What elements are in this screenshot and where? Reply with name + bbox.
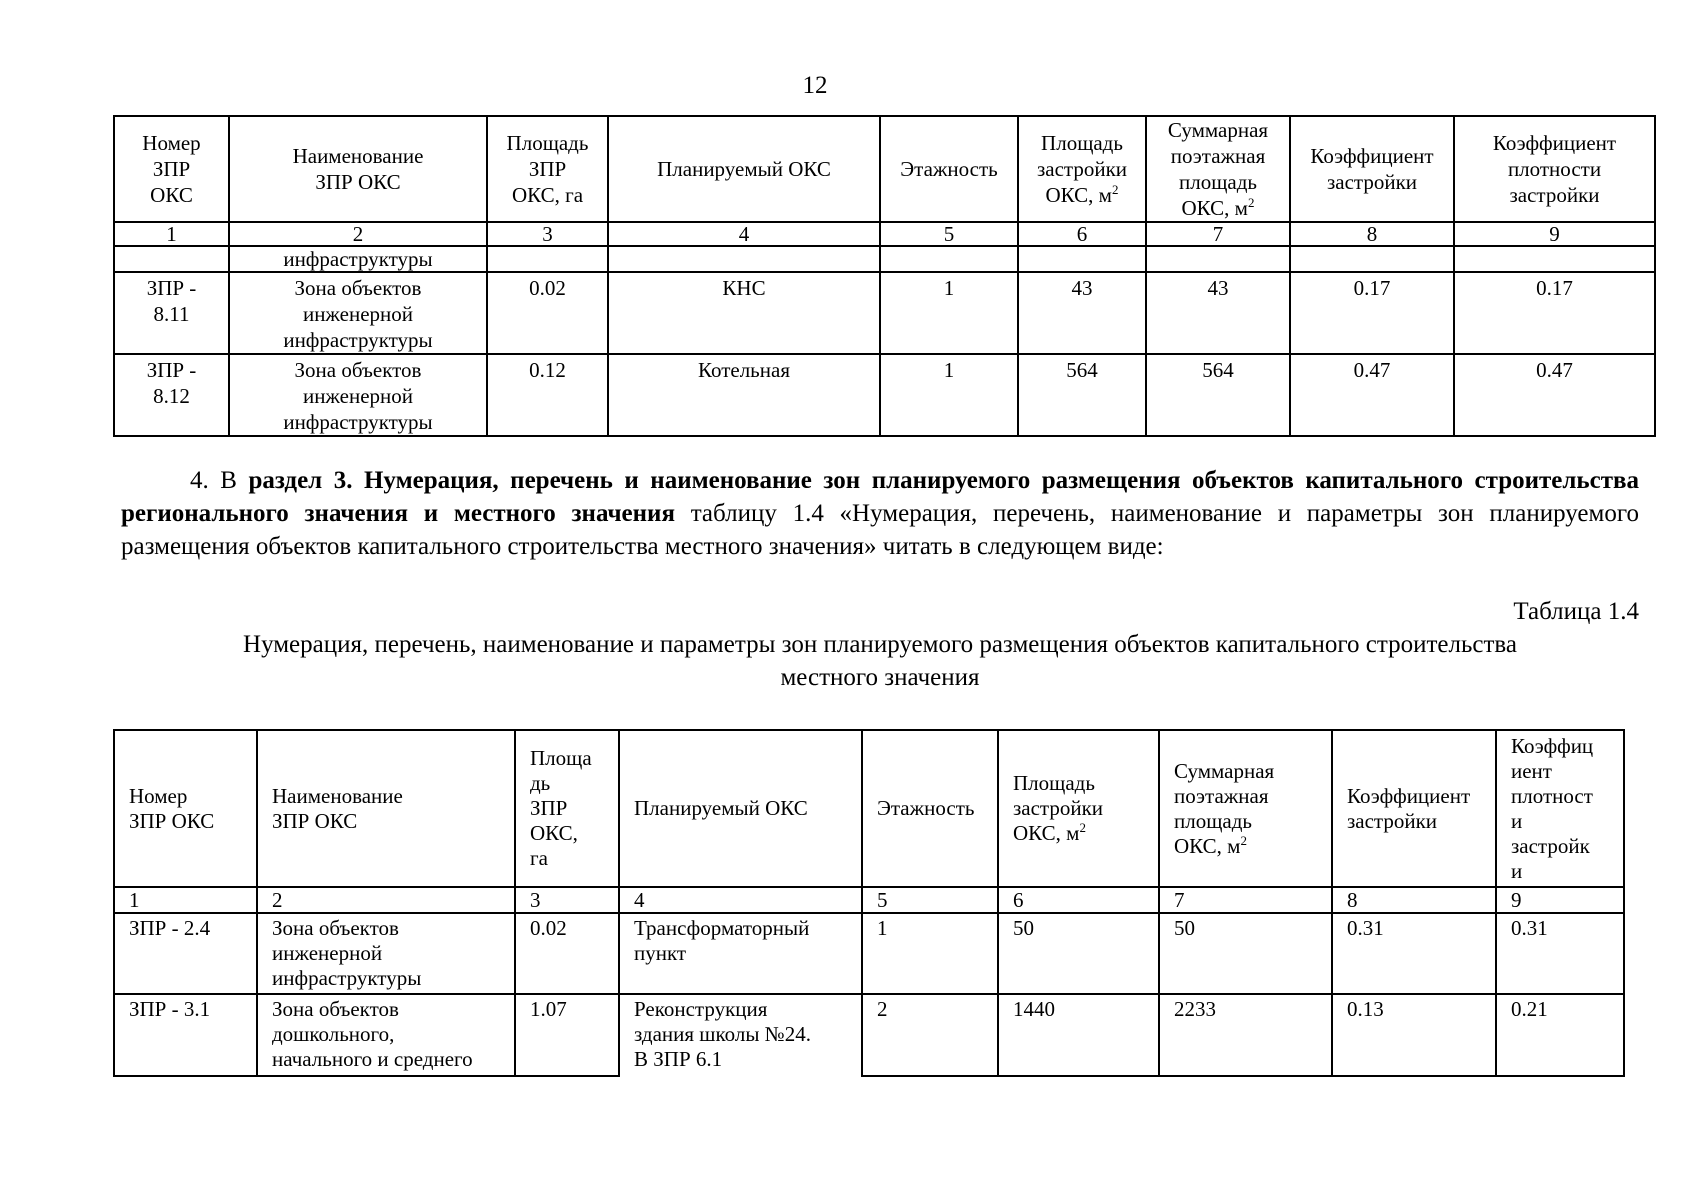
column-number: 4 — [619, 887, 862, 913]
building-coefficient: 0.13 — [1332, 994, 1496, 1076]
header-total-floor-area: Суммарная поэтажная площадь ОКС, $м^2$ — [1159, 730, 1332, 887]
continuation-row — [114, 246, 1655, 272]
density-coefficient: 0.21 — [1496, 994, 1624, 1076]
header-total-floor-area: Суммарная поэтажная площадь ОКС, $м^2$ — [1146, 116, 1290, 222]
header-planned-oks: Планируемый ОКС — [608, 116, 880, 222]
zone-area: 0.12 — [487, 354, 608, 436]
density-coefficient: 0.31 — [1496, 913, 1624, 994]
zone-number: ЗПР - 8.11 — [114, 272, 229, 354]
building-coefficient: 0.47 — [1290, 354, 1454, 436]
density-coefficient: 0.17 — [1454, 272, 1655, 354]
header-density-coefficient: Коэффиц иент плотност и застройк и — [1496, 730, 1624, 887]
table-cell — [1146, 246, 1290, 272]
zone-name: Зона объектов инженерной инфраструктуры — [229, 354, 487, 436]
column-number: 8 — [1332, 887, 1496, 913]
table-cell — [1454, 246, 1655, 272]
column-number-row — [114, 887, 1624, 913]
built-area: 1440 — [998, 994, 1159, 1076]
zone-area: 0.02 — [487, 272, 608, 354]
zone-name: Зона объектов дошкольного, начального и среднего — [257, 994, 515, 1076]
total-floor-area: 564 — [1146, 354, 1290, 436]
table-row — [114, 272, 1655, 354]
planned-oks: Трансформаторный пункт — [619, 913, 862, 994]
zone-table-continued — [113, 115, 1656, 437]
header-zone-area: Площадь ЗПР ОКС, га — [487, 116, 608, 222]
header-floors: Этажность — [880, 116, 1018, 222]
table-cell — [487, 246, 608, 272]
column-number: 8 — [1290, 222, 1454, 246]
table-title: Нумерация, перечень, наименование и параметры зон планируемого размещения объектов капитального строительства местного значения — [243, 631, 1517, 691]
table-label: Таблица 1.4 — [1513, 598, 1639, 625]
zone-number: ЗПР - 3.1 — [114, 994, 257, 1076]
planned-oks: Котельная — [608, 354, 880, 436]
zone-name: Зона объектов инженерной инфраструктуры — [229, 272, 487, 354]
header-zone-number: Номер ЗПР ОКС — [114, 116, 229, 222]
density-coefficient: 0.47 — [1454, 354, 1655, 436]
header-zone-name: Наименование ЗПР ОКС — [229, 116, 487, 222]
column-number: 7 — [1146, 222, 1290, 246]
floors: 1 — [880, 354, 1018, 436]
column-number: 7 — [1159, 887, 1332, 913]
zone-table-1-4 — [113, 729, 1625, 1077]
table-row — [114, 354, 1655, 436]
header-zone-name: Наименование ЗПР ОКС — [257, 730, 515, 887]
floors: 1 — [862, 913, 998, 994]
page-number: 12 — [802, 72, 828, 99]
header-built-area: Площадь застройки ОКС, $м^2$ — [1018, 116, 1146, 222]
zone-name: Зона объектов инженерной инфраструктуры — [257, 913, 515, 994]
table-cell — [1018, 246, 1146, 272]
header-built-area: Площадь застройки ОКС, $м^2$ — [998, 730, 1159, 887]
column-number: 3 — [487, 222, 608, 246]
table-cell — [608, 246, 880, 272]
total-floor-area: 2233 — [1159, 994, 1332, 1076]
column-number: 3 — [515, 887, 619, 913]
header-zone-number: Номер ЗПР ОКС — [114, 730, 257, 887]
column-number: 6 — [1018, 222, 1146, 246]
column-number: 2 — [229, 222, 487, 246]
zone-name-continuation: инфраструктуры — [229, 246, 487, 272]
building-coefficient: 0.31 — [1332, 913, 1496, 994]
column-number: 4 — [608, 222, 880, 246]
column-number: 6 — [998, 887, 1159, 913]
table-cell — [1290, 246, 1454, 272]
header-building-coefficient: Коэффициент застройки — [1332, 730, 1496, 887]
building-coefficient: 0.17 — [1290, 272, 1454, 354]
column-number: 9 — [1454, 222, 1655, 246]
column-number: 1 — [114, 887, 257, 913]
amendment-paragraph: 4. В раздел 3. Нумерация, перечень и наименование зон планируемого размещения объектов капитального строительства регионального значения и местного значения таблицу 1.4 «Нумерация, перечень, наименование и параметры зон планируемого размещения объектов капитального строительства местного значения» читать в следующем виде: — [121, 467, 1639, 560]
zone-number: ЗПР - 2.4 — [114, 913, 257, 994]
section-reference: раздел 3. Нумерация, перечень и наименование зон планируемого размещения объектов капитального строительства регионального значения и местного значения — [121, 467, 1639, 527]
floors: 1 — [880, 272, 1018, 354]
total-floor-area: 50 — [1159, 913, 1332, 994]
planned-oks: КНС — [608, 272, 880, 354]
table-header-row — [114, 730, 1624, 887]
built-area: 43 — [1018, 272, 1146, 354]
header-density-coefficient: Коэффициент плотности застройки — [1454, 116, 1655, 222]
zone-number: ЗПР - 8.12 — [114, 354, 229, 436]
table-cell — [114, 246, 229, 272]
column-number: 2 — [257, 887, 515, 913]
built-area: 50 — [998, 913, 1159, 994]
table-cell — [880, 246, 1018, 272]
table-header-row — [114, 116, 1655, 222]
header-floors: Этажность — [862, 730, 998, 887]
zone-area: 1.07 — [515, 994, 619, 1076]
table-row — [114, 994, 1624, 1076]
zone-area: 0.02 — [515, 913, 619, 994]
table-row — [114, 913, 1624, 994]
column-number: 5 — [880, 222, 1018, 246]
total-floor-area: 43 — [1146, 272, 1290, 354]
floors: 2 — [862, 994, 998, 1076]
column-number-row — [114, 222, 1655, 246]
built-area: 564 — [1018, 354, 1146, 436]
column-number: 9 — [1496, 887, 1624, 913]
header-building-coefficient: Коэффициент застройки — [1290, 116, 1454, 222]
column-number: 5 — [862, 887, 998, 913]
header-zone-area: Площа дь ЗПР ОКС, га — [515, 730, 619, 887]
planned-oks: Реконструкция здания школы №24. В ЗПР 6.1 — [619, 994, 862, 1076]
header-planned-oks: Планируемый ОКС — [619, 730, 862, 887]
column-number: 1 — [114, 222, 229, 246]
